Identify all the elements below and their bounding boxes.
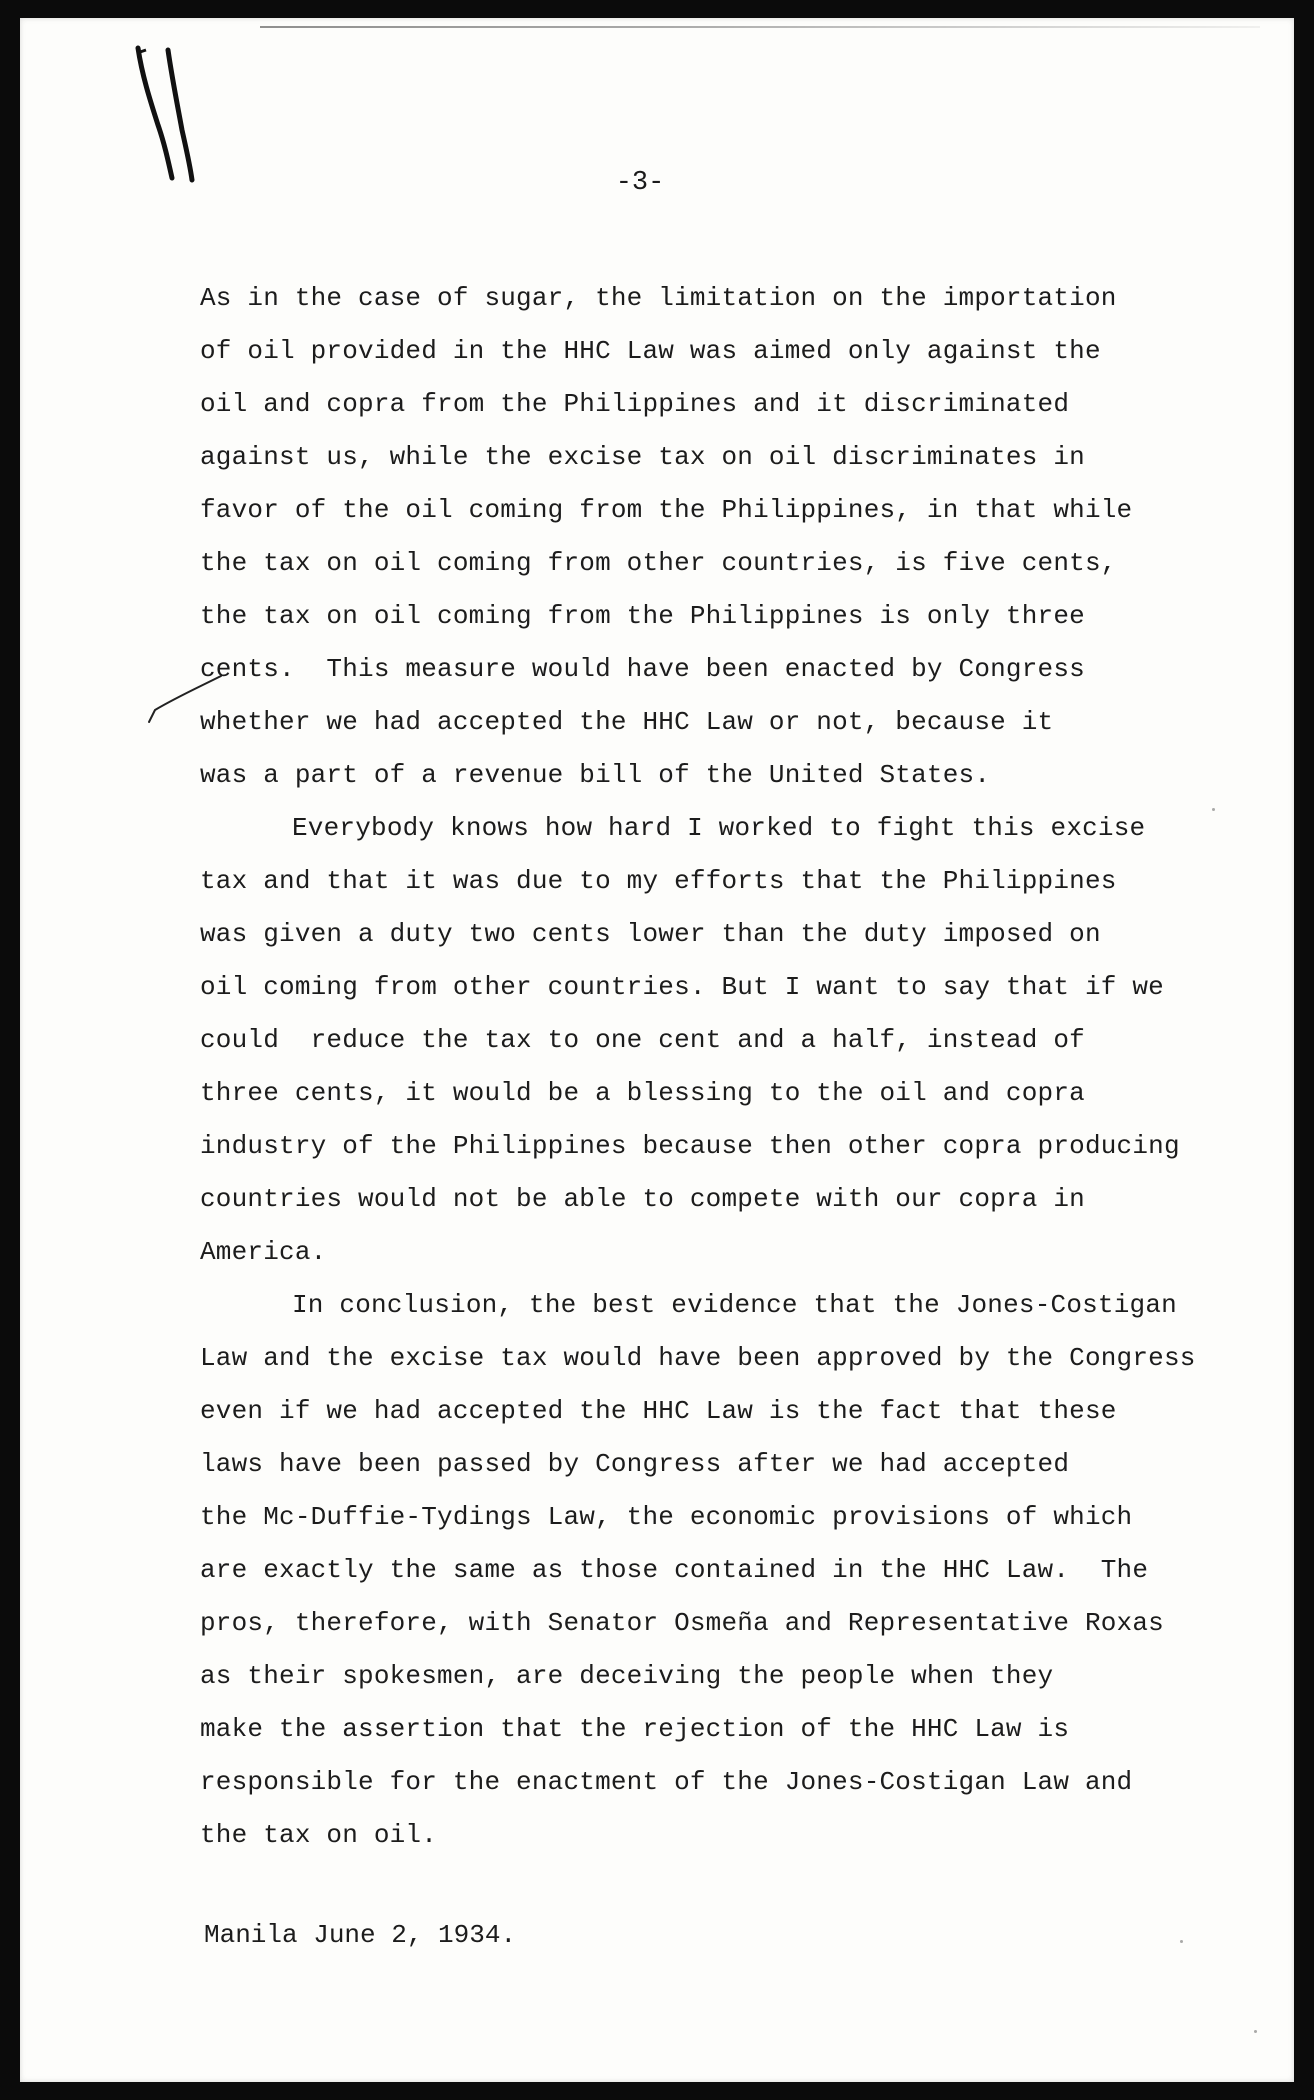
text-line: the tax on oil coming from other countries, is five cents, — [200, 548, 1117, 578]
text-line: countries would not be able to compete with our copra in — [200, 1184, 1085, 1214]
text-line: tax and that it was due to my efforts that the Philippines — [200, 866, 1117, 896]
text-line: whether we had accepted the HHC Law or not, because it — [200, 707, 1054, 737]
text-line: responsible for the enactment of the Jones-Costigan Law and — [200, 1767, 1133, 1797]
text-line: as their spokesmen, are deceiving the people when they — [200, 1661, 1054, 1691]
text-line: In conclusion, the best evidence that the Jones-Costigan — [292, 1290, 1177, 1320]
text-line: laws have been passed by Congress after we had accepted — [200, 1449, 1070, 1479]
text-line: America. — [200, 1237, 327, 1267]
page-top-edge — [260, 26, 1260, 28]
paper-speck — [1212, 808, 1215, 811]
paragraph-3 — [200, 1279, 1220, 1862]
letter-body — [200, 272, 1220, 1862]
text-line: the tax on oil. — [200, 1820, 438, 1850]
text-line: As in the case of sugar, the limitation on the importation — [200, 283, 1117, 313]
text-line: are exactly the same as those contained in the HHC Law. The — [200, 1555, 1149, 1585]
text-line: was given a duty two cents lower than the duty imposed on — [200, 919, 1101, 949]
text-line: against us, while the excise tax on oil discriminates in — [200, 442, 1085, 472]
text-line: three cents, it would be a blessing to the oil and copra — [200, 1078, 1085, 1108]
text-line: pros, therefore, with Senator Osmeña and Representative Roxas — [200, 1608, 1164, 1638]
paragraph-1 — [200, 272, 1220, 802]
paper-speck — [1180, 1940, 1183, 1943]
text-line: oil coming from other countries. But I want to say that if we — [200, 972, 1164, 1002]
text-line: of oil provided in the HHC Law was aimed only against the — [200, 336, 1101, 366]
text-line: was a part of a revenue bill of the United States. — [200, 760, 991, 790]
text-line: Everybody knows how hard I worked to fight this excise — [292, 813, 1146, 843]
page-number: -3- — [615, 168, 665, 198]
text-line: Law and the excise tax would have been approved by the Congress — [200, 1343, 1196, 1373]
handwritten-margin-mark — [120, 30, 230, 190]
text-line: cents. This measure would have been enacted by Congress — [200, 654, 1085, 684]
text-line: the Mc-Duffie-Tydings Law, the economic provisions of which — [200, 1502, 1133, 1532]
paper-speck — [1254, 2030, 1257, 2033]
text-line: even if we had accepted the HHC Law is the fact that these — [200, 1396, 1117, 1426]
text-line: oil and copra from the Philippines and it discriminated — [200, 389, 1070, 419]
paragraph-2 — [200, 802, 1220, 1279]
text-line: favor of the oil coming from the Philippines, in that while — [200, 495, 1133, 525]
text-line: could reduce the tax to one cent and a half, instead of — [200, 1025, 1085, 1055]
dateline: Manila June 2, 1934. — [204, 1920, 517, 1950]
text-line: industry of the Philippines because then other copra producing — [200, 1131, 1180, 1161]
text-line: make the assertion that the rejection of the HHC Law is — [200, 1714, 1070, 1744]
text-line: the tax on oil coming from the Philippines is only three — [200, 601, 1085, 631]
